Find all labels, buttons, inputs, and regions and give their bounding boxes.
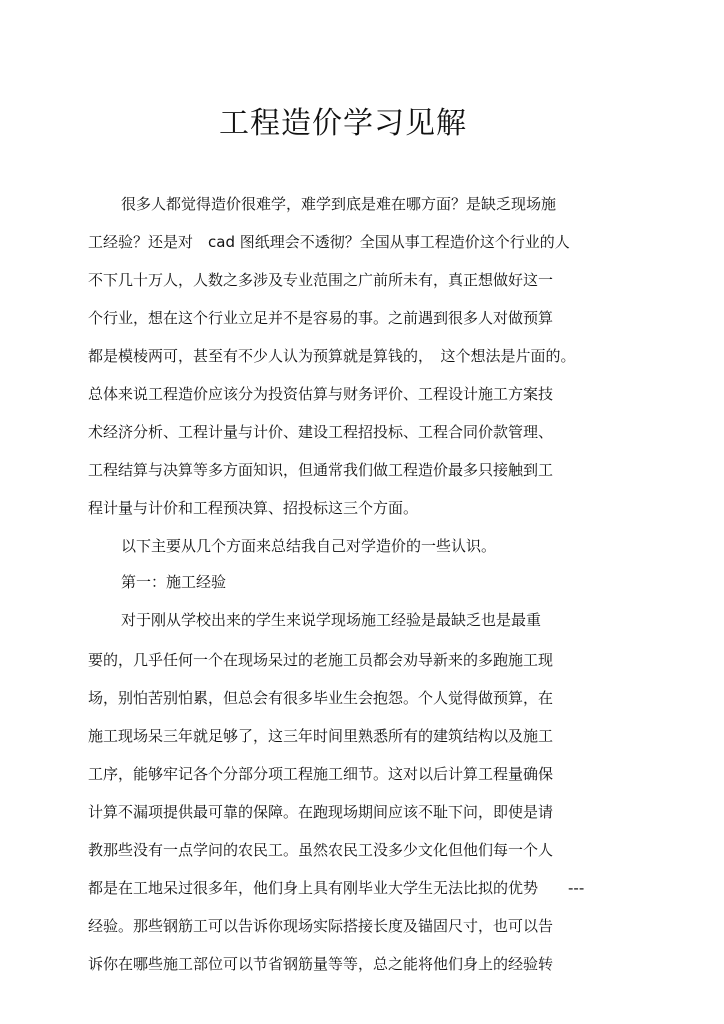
text-line: 工程结算与决算等多方面知识，但通常我们做工程造价最多只接触到工 bbox=[88, 461, 554, 479]
text-line: 总体来说工程造价应该分为投资估算与财务评价、工程设计施工方案技 bbox=[88, 385, 554, 403]
text-line: 很多人都觉得造价很难学，难学到底是难在哪方面？是缺乏现场施 bbox=[121, 195, 557, 213]
text-line: 不下几十万人，人数之多涉及专业范围之广前所未有，真正想做好这一 bbox=[88, 271, 554, 289]
text-line: 工经验？还是对 cad 图纸理会不透彻？全国从事工程造价这个行业的人 bbox=[88, 233, 570, 251]
text-line: 程计量与计价和工程预决算、招投标这三个方面。 bbox=[88, 499, 419, 517]
text-line: 个行业，想在这个行业立足并不是容易的事。之前遇到很多人对做预算 bbox=[88, 309, 554, 327]
text-line: 诉你在哪些施工部位可以节省钢筋量等等，总之能将他们身上的经验转 bbox=[88, 955, 554, 973]
text-line: 经验。那些钢筋工可以告诉你现场实际搭接长度及锚固尺寸，也可以告 bbox=[88, 917, 554, 935]
text-line: 工序，能够牢记各个分部分项工程施工细节。这对以后计算工程量确保 bbox=[88, 765, 554, 783]
text-line: 对于刚从学校出来的学生来说学现场施工经验是最缺乏也是最重 bbox=[121, 611, 542, 629]
text-line: 都是模棱两可，甚至有不少人认为预算就是算钱的， 这个想法是片面的。 bbox=[88, 347, 576, 365]
text-line: 术经济分析、工程计量与计价、建设工程招投标、工程合同价款管理、 bbox=[88, 423, 554, 441]
text-line: 要的，几乎任何一个在现场呆过的老施工员都会劝导新来的多跑施工现 bbox=[88, 651, 554, 669]
document-title: 工程造价学习见解 bbox=[219, 106, 467, 141]
text-line: 计算不漏项提供最可靠的保障。在跑现场期间应该不耻下问，即使是请 bbox=[88, 803, 554, 821]
text-line: 以下主要从几个方面来总结我自己对学造价的一些认识。 bbox=[121, 537, 497, 555]
text-line: 施工现场呆三年就足够了，这三年时间里熟悉所有的建筑结构以及施工 bbox=[88, 727, 554, 745]
text-line: 教那些没有一点学问的农民工。虽然农民工没多少文化但他们每一个人 bbox=[88, 841, 554, 859]
text-line: 场，别怕苦别怕累，但总会有很多毕业生会抱怨。个人觉得做预算，在 bbox=[88, 689, 554, 707]
text-line: 都是在工地呆过很多年，他们身上具有刚毕业大学生无法比拟的优势 --- bbox=[88, 879, 585, 897]
section-heading: 第一：施工经验 bbox=[121, 573, 227, 591]
